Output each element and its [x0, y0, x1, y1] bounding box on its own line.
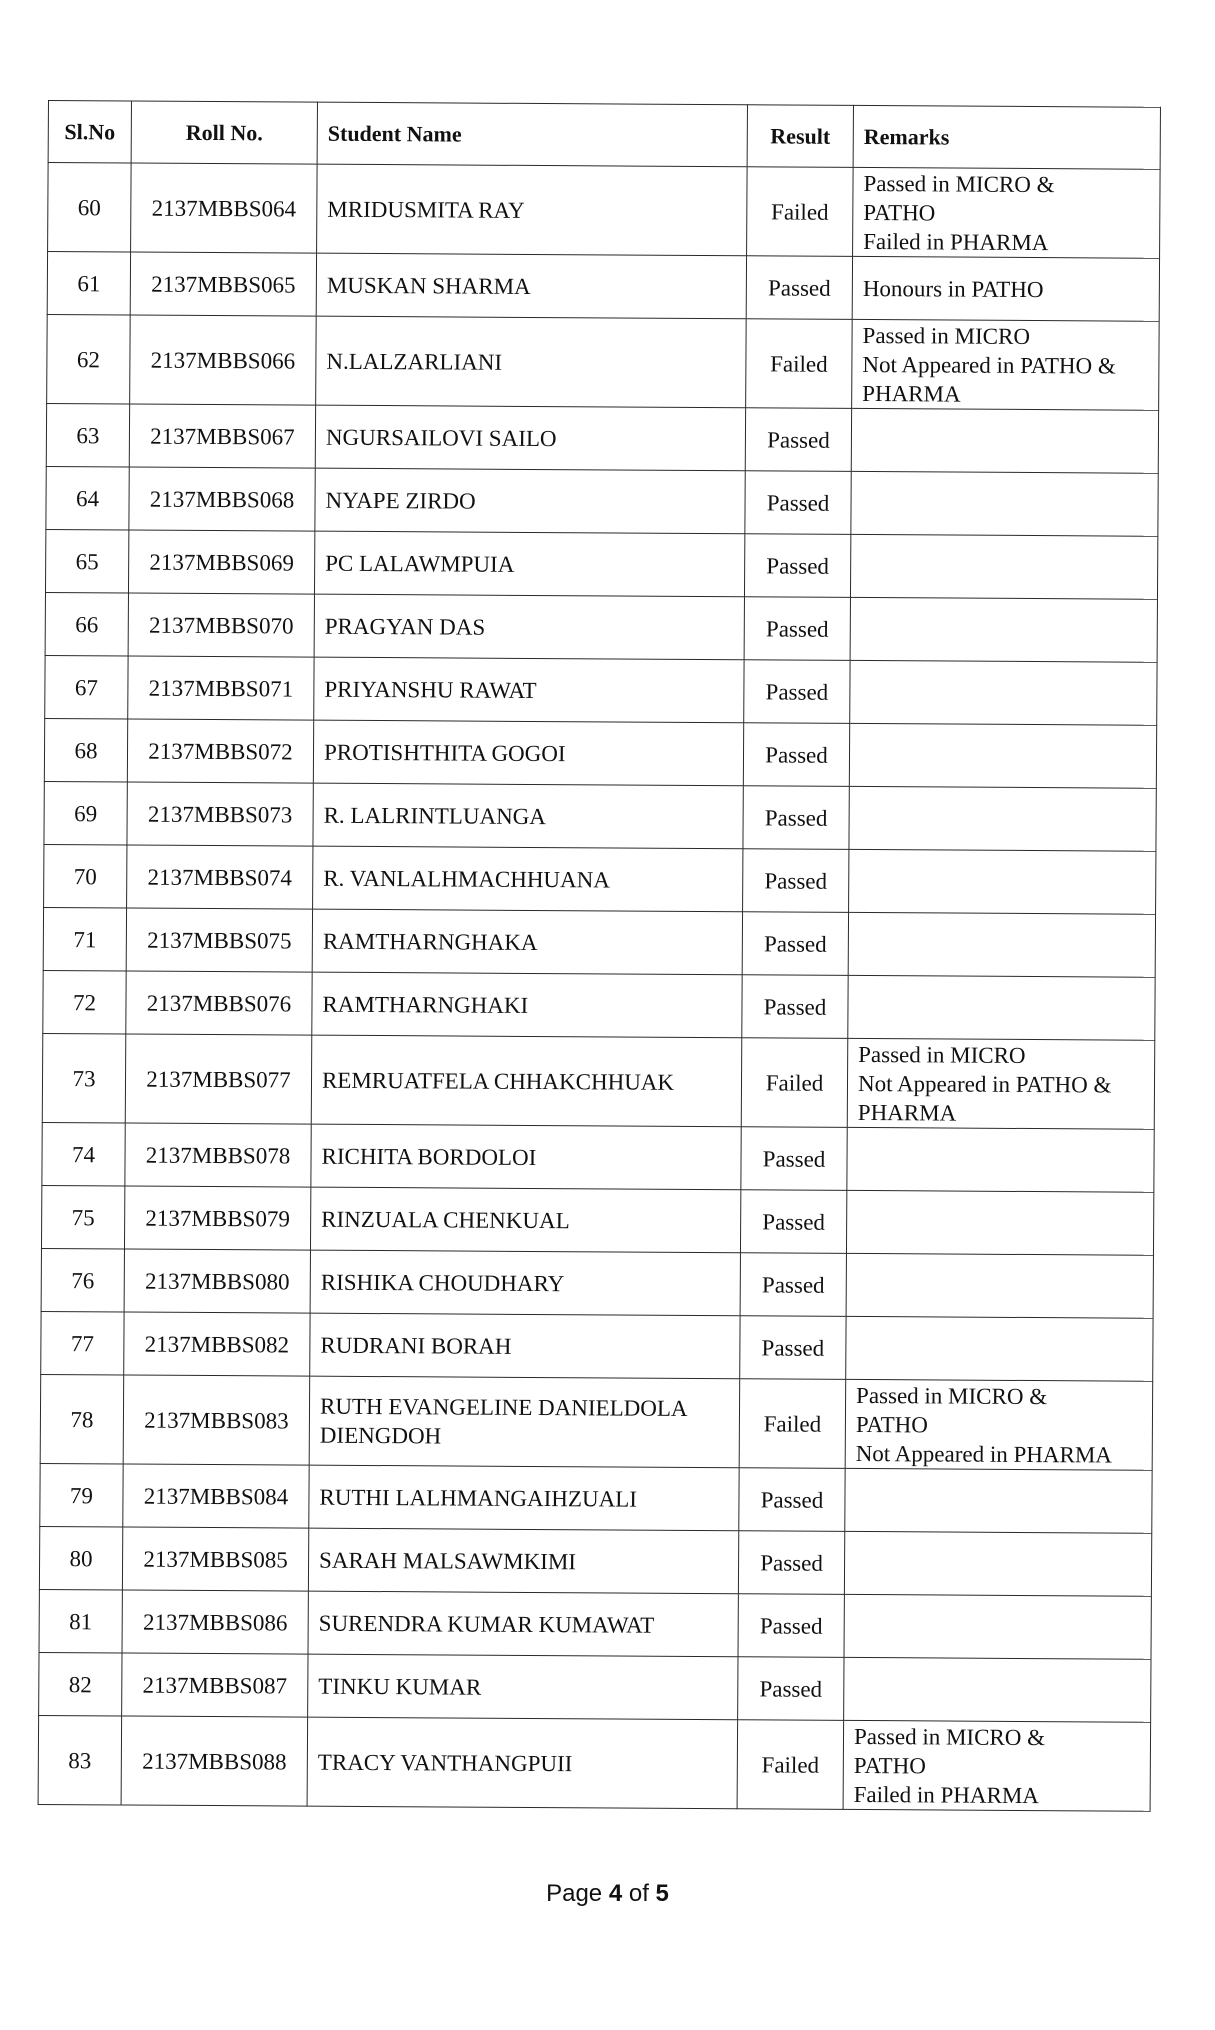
result-cell: Passed	[746, 256, 852, 320]
remarks-line: Failed in PHARMA	[853, 1781, 1040, 1808]
remarks-line: Passed in MICRO	[858, 1041, 1026, 1068]
result-cell: Passed	[738, 1594, 844, 1658]
results-table	[38, 100, 1161, 1812]
student-name-cell: RICHITA BORDOLOI	[311, 1124, 741, 1190]
remarks-line: Not Appeared in PATHO &	[857, 1070, 1112, 1098]
result-cell: Passed	[744, 660, 850, 724]
remarks-cell	[844, 1531, 1151, 1596]
student-name-cell: RINZUALA CHENKUAL	[310, 1187, 740, 1253]
table-row	[45, 592, 1157, 662]
header-roll-no: Roll No.	[131, 101, 317, 164]
sl-no-cell: 78	[40, 1374, 124, 1464]
result-cell: Passed	[738, 1657, 844, 1721]
student-name-cell: PRIYANSHU RAWAT	[314, 657, 744, 723]
remarks-cell	[846, 1190, 1153, 1255]
sl-no-cell: 79	[40, 1463, 123, 1527]
student-name-cell: RAMTHARNGHAKI	[312, 972, 742, 1038]
remarks-line: Passed in MICRO &	[863, 170, 1055, 197]
remarks-cell	[843, 1720, 1151, 1811]
result-cell: Passed	[739, 1468, 845, 1532]
table-row	[42, 1033, 1155, 1129]
student-name-cell: RUDRANI BORAH	[310, 1313, 740, 1379]
result-cell: Passed	[738, 1531, 844, 1595]
remarks-line: Not Appeared in PATHO &	[862, 351, 1116, 379]
of-label: of	[628, 1880, 649, 1907]
remarks-line: Honours in PATHO	[862, 275, 1044, 302]
sl-no-cell: 70	[44, 844, 127, 908]
sl-no-cell: 65	[45, 529, 128, 593]
roll-no-cell: 2137MBBS086	[122, 1590, 308, 1654]
sl-no-cell: 77	[41, 1311, 124, 1375]
header-sl-no: Sl.No	[48, 101, 131, 164]
roll-no-cell: 2137MBBS078	[125, 1123, 311, 1187]
table-row	[42, 1122, 1154, 1192]
sl-no-cell: 68	[44, 718, 127, 782]
sl-no-cell: 83	[38, 1715, 122, 1805]
remarks-cell	[844, 1594, 1151, 1659]
student-name-cell: SURENDRA KUMAR KUMAWAT	[308, 1591, 738, 1657]
result-cell: Failed	[747, 167, 854, 257]
table-row	[40, 1463, 1152, 1533]
roll-no-cell: 2137MBBS074	[127, 845, 313, 909]
result-cell: Passed	[742, 975, 848, 1039]
table-header	[48, 101, 1160, 170]
table-row	[44, 781, 1156, 851]
remarks-line: PHARMA	[857, 1099, 957, 1126]
remarks-cell	[849, 723, 1156, 788]
remarks-line: Passed in MICRO &	[853, 1723, 1046, 1750]
roll-no-cell: 2137MBBS075	[126, 908, 312, 972]
result-cell: Passed	[744, 597, 850, 661]
table-row	[41, 1248, 1153, 1318]
remarks-cell	[848, 912, 1155, 977]
student-name-cell: MUSKAN SHARMA	[316, 253, 746, 319]
table-row	[41, 1185, 1153, 1255]
table-row	[39, 1589, 1151, 1659]
remarks-cell	[844, 1657, 1151, 1722]
student-name-cell: RISHIKA CHOUDHARY	[310, 1250, 740, 1316]
table-body	[38, 163, 1160, 1812]
student-name-cell: TRACY VANTHANGPUII	[307, 1717, 738, 1809]
table-row	[43, 970, 1155, 1040]
table-row	[39, 1652, 1151, 1722]
remarks-cell	[853, 167, 1161, 258]
remarks-cell	[852, 256, 1159, 321]
table-row	[47, 314, 1160, 410]
student-name-cell: TINKU KUMAR	[308, 1654, 738, 1720]
student-name-cell: REMRUATFELA CHHAKCHHUAK	[311, 1035, 742, 1127]
sl-no-cell: 80	[39, 1526, 122, 1590]
student-name-cell: SARAH MALSAWMKIMI	[308, 1528, 738, 1594]
table-row	[47, 252, 1159, 322]
result-cell: Passed	[740, 1253, 846, 1317]
remarks-line: Passed in MICRO &	[856, 1382, 1048, 1409]
roll-no-cell: 2137MBBS082	[124, 1312, 310, 1376]
roll-no-cell: 2137MBBS072	[127, 719, 313, 783]
roll-no-cell: 2137MBBS079	[124, 1186, 310, 1250]
roll-no-cell: 2137MBBS087	[122, 1653, 308, 1717]
remarks-line: Not Appeared in PHARMA	[855, 1440, 1113, 1468]
remarks-cell	[845, 1379, 1153, 1470]
result-cell: Passed	[740, 1190, 846, 1254]
result-cell: Failed	[746, 319, 853, 409]
roll-no-cell: 2137MBBS064	[131, 163, 318, 253]
roll-no-cell: 2137MBBS069	[128, 530, 314, 594]
table-row	[41, 1311, 1153, 1381]
sl-no-cell: 72	[43, 970, 126, 1034]
student-name-cell: NGURSAILOVI SAILO	[315, 405, 745, 471]
remarks-cell	[849, 849, 1156, 914]
sl-no-cell: 74	[42, 1122, 125, 1186]
remarks-cell	[851, 408, 1158, 473]
sl-no-cell: 73	[42, 1033, 126, 1123]
sl-no-cell: 69	[44, 781, 127, 845]
remarks-line: Passed in MICRO	[862, 322, 1031, 349]
table-row	[39, 1526, 1151, 1596]
table-row	[46, 403, 1158, 473]
remarks-line: Failed in PHARMA	[863, 228, 1049, 255]
student-name-cell: MRIDUSMITA RAY	[317, 164, 748, 256]
table-row	[45, 529, 1157, 599]
result-cell: Passed	[745, 408, 851, 472]
result-cell: Passed	[742, 912, 848, 976]
roll-no-cell: 2137MBBS066	[130, 315, 317, 405]
roll-no-cell: 2137MBBS085	[122, 1527, 308, 1591]
table-row	[44, 718, 1156, 788]
roll-no-cell: 2137MBBS067	[129, 404, 315, 468]
table-row	[48, 163, 1161, 259]
sl-no-cell: 61	[47, 252, 130, 316]
remarks-cell	[850, 660, 1157, 725]
remarks-cell	[850, 597, 1157, 662]
roll-no-cell: 2137MBBS071	[128, 656, 314, 720]
header-result: Result	[747, 105, 853, 168]
table-row	[45, 655, 1157, 725]
roll-no-cell: 2137MBBS083	[123, 1375, 310, 1465]
student-name-cell: RAMTHARNGHAKA	[312, 909, 742, 975]
remarks-cell	[847, 1038, 1155, 1129]
roll-no-cell: 2137MBBS077	[125, 1034, 312, 1124]
result-cell: Failed	[741, 1038, 848, 1128]
result-cell: Failed	[737, 1720, 844, 1810]
sl-no-cell: 64	[46, 466, 129, 530]
student-name-cell: PRAGYAN DAS	[314, 594, 744, 660]
roll-no-cell: 2137MBBS068	[129, 467, 315, 531]
student-name-cell: R. LALRINTLUANGA	[313, 783, 743, 849]
page-number	[0, 1880, 1215, 1908]
student-name-cell: RUTHI LALHMANGAIHZUALI	[309, 1465, 739, 1531]
remarks-cell	[848, 975, 1155, 1040]
result-cell: Passed	[743, 849, 849, 913]
remarks-cell	[852, 319, 1160, 410]
header-remarks: Remarks	[853, 105, 1160, 169]
roll-no-cell: 2137MBBS073	[127, 782, 313, 846]
result-cell: Passed	[744, 534, 850, 598]
sl-no-cell: 67	[45, 655, 128, 719]
remarks-cell	[846, 1316, 1153, 1381]
result-cell: Passed	[745, 471, 851, 535]
sl-no-cell: 62	[47, 314, 131, 404]
remarks-cell	[847, 1127, 1154, 1192]
table-row	[38, 1715, 1151, 1811]
sl-no-cell: 71	[43, 907, 126, 971]
roll-no-cell: 2137MBBS070	[128, 593, 314, 657]
student-name-cell: PC LALAWMPUIA	[314, 531, 744, 597]
sl-no-cell: 81	[39, 1589, 122, 1653]
roll-no-cell: 2137MBBS080	[124, 1249, 310, 1313]
page-label: Page	[546, 1880, 603, 1907]
roll-no-cell: 2137MBBS084	[123, 1464, 309, 1528]
header-student-name: Student Name	[317, 102, 747, 167]
sl-no-cell: 75	[41, 1185, 124, 1249]
remarks-cell	[845, 1468, 1152, 1533]
sl-no-cell: 63	[46, 403, 129, 467]
total-pages: 5	[655, 1880, 669, 1907]
remarks-line: PATHO	[863, 199, 936, 225]
result-cell: Passed	[743, 723, 849, 787]
table-row	[40, 1374, 1153, 1470]
roll-no-cell: 2137MBBS065	[130, 252, 316, 316]
roll-no-cell: 2137MBBS088	[121, 1716, 308, 1806]
remarks-line: PHARMA	[862, 380, 961, 407]
result-cell: Passed	[743, 786, 849, 850]
result-cell: Failed	[739, 1379, 846, 1469]
remarks-cell	[850, 534, 1157, 599]
sl-no-cell: 82	[39, 1652, 122, 1716]
sl-no-cell: 60	[48, 163, 132, 253]
remarks-cell	[849, 786, 1156, 851]
student-name-cell: RUTH EVANGELINE DANIELDOLA DIENGDOH	[309, 1376, 740, 1468]
table-row	[43, 907, 1155, 977]
remarks-line: PATHO	[853, 1752, 926, 1778]
roll-no-cell: 2137MBBS076	[126, 971, 312, 1035]
remarks-cell	[846, 1253, 1153, 1318]
current-page: 4	[608, 1880, 623, 1907]
table-row	[46, 466, 1158, 536]
result-cell: Passed	[740, 1316, 846, 1380]
student-name-cell: N.LALZARLIANI	[316, 316, 747, 408]
student-name-cell: PROTISHTHITA GOGOI	[313, 720, 743, 786]
sl-no-cell: 66	[45, 592, 128, 656]
result-cell: Passed	[741, 1127, 847, 1191]
student-name-cell: NYAPE ZIRDO	[315, 468, 745, 534]
remarks-cell	[851, 471, 1158, 536]
student-name-cell: R. VANLALHMACHHUANA	[313, 846, 743, 912]
table-row	[44, 844, 1156, 914]
sl-no-cell: 76	[41, 1248, 124, 1312]
remarks-line: PATHO	[855, 1411, 929, 1437]
